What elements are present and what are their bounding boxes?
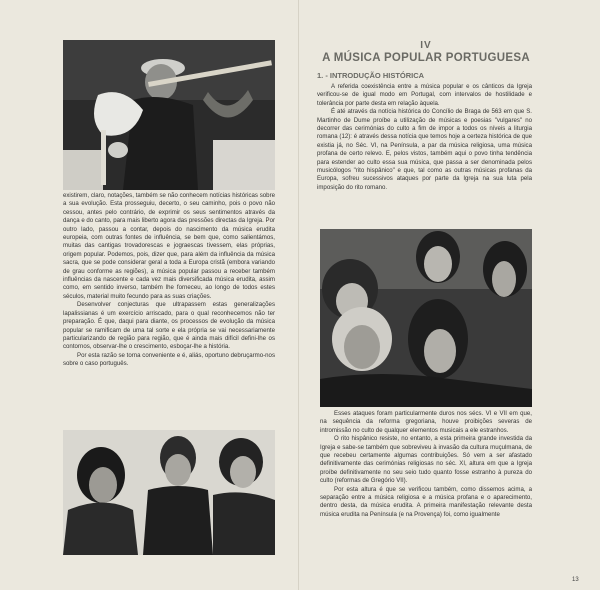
right-paragraph: É até através da notícia histórica do Concílio de Braga de 563 em que S. Martinho de Dume proíbe a utilização de músicas e poesias "vulgares" no decorrer das cerimónias do culto a fim de impor a todos os níveis a liturgia romana (12): é através dessa notícia que temos hoje a certeza histórica de que existia já, no Séc. VI, na Península, a par da música religiosa, uma música profana de certo relevo. E, pelos vistos, também aqui o povo tinha tendência para estender ao culto essa sua música, que passa a ser denominada pelos musicólogos "rito hispânico" e que, tal como as outras músicas profanas da Europa, sofreu sucessivos ataques por parte da Igreja na sua luta pela imposição do rito romano. — [317, 108, 532, 191]
right-paragraph: Esses ataques foram particularmente duros nos sécs. VI e VII em que, na sequência da reforma gregoriana, houve proibições severas de intromissão no culto de qualquer elementos musicais a ele estranhos. — [320, 410, 532, 434]
right-paragraph: O rito hispânico resiste, no entanto, a esta primeira grande investida da Igreja e sabe-se também que sobreviveu à invasão da cultura muçulmana, de que recebeu certamente algumas contribuições. Só vem a ser afastado definitivamente das cerimónias religiosas no séc. XI, altura em que a Igreja proíbe definitivamente no seu seio tudo quanto fosse estranho à pureza do culto (reformas de Gregório VII). — [320, 435, 532, 485]
chapter-number: IV — [420, 40, 432, 51]
left-paragraph: Por esta razão se torna conveniente e é, aliás, oportuno debruçarmo-nos sobre o caso português. — [63, 351, 275, 368]
photo-singing-women — [320, 229, 532, 407]
right-column-bottom-text — [320, 410, 532, 519]
page-gutter — [298, 0, 299, 590]
section-title: 1. - INTRODUÇÃO HISTÓRICA — [317, 71, 425, 80]
right-paragraph: A referida coexistência entre a música popular e os cânticos da Igreja verificou-se de igual modo em Portugal, com intervalos de hostilidade e tolerância por parte desta em relação àquela. — [317, 83, 532, 107]
left-paragraph: existirem, claro, notações, também se não conhecem notícias históricas sobre a sua evolução. Esta prosseguiu, decerto, o seu caminho, pois o povo não cessou, antes pelo contrário, de exprimir os seus sentimentos através da dança e do canto, para mais liberto agora das pressões directas da Igreja. Por outro lado, passou a contar, depois do nascimento da música erudita europeia, com outras fontes de influência, se bem que, como salientámos, muitas das cantigas trovadorescas e jograescas tivessem, elas próprias, origem popular. Podemos, pois, dizer que, para além da influência da música sacra, que se pode considerar geral a toda a Europa cristã (embora variando de grau conforme as regiões), a música popular passou a receber também influências da nascente e cada vez mais diversificada música erudita, assim como, em sentido inverso, também lhe forneceu, ao longo de todos estes séculos, material muito fecundo para as suas criações. — [63, 192, 275, 300]
left-paragraph: Desenvolver conjecturas que ultrapassem estas generalizações lapalissianas é um exercício arriscado, para o qual reconhecemos não ter preparação. É que, daqui para diante, os processos de evolução da música popular se ramificam de uma tal sorte e ela própria se vai necessariamente particularizando de região para região, que é ainda mais difícil defini-lhe os contornos, observar-lhe o crescimento, esboçar-lhe a história. — [63, 301, 275, 351]
right-column-top-text — [317, 83, 532, 192]
photo-bagpipe-player — [63, 40, 275, 190]
right-paragraph: Por esta altura é que se verificou também, como dissemos acima, a separação entre a música religiosa e a música profana e o aparecimento, dentro desta, da música erudita. A primeira manifestação relevante desta música erudita na Península (e na Provença) foi, como igualmente — [320, 485, 532, 518]
page-number: 13 — [572, 577, 579, 583]
left-column-text — [63, 192, 275, 369]
photo-three-women — [63, 430, 275, 555]
chapter-title: A MÚSICA POPULAR PORTUGUESA — [322, 52, 530, 64]
